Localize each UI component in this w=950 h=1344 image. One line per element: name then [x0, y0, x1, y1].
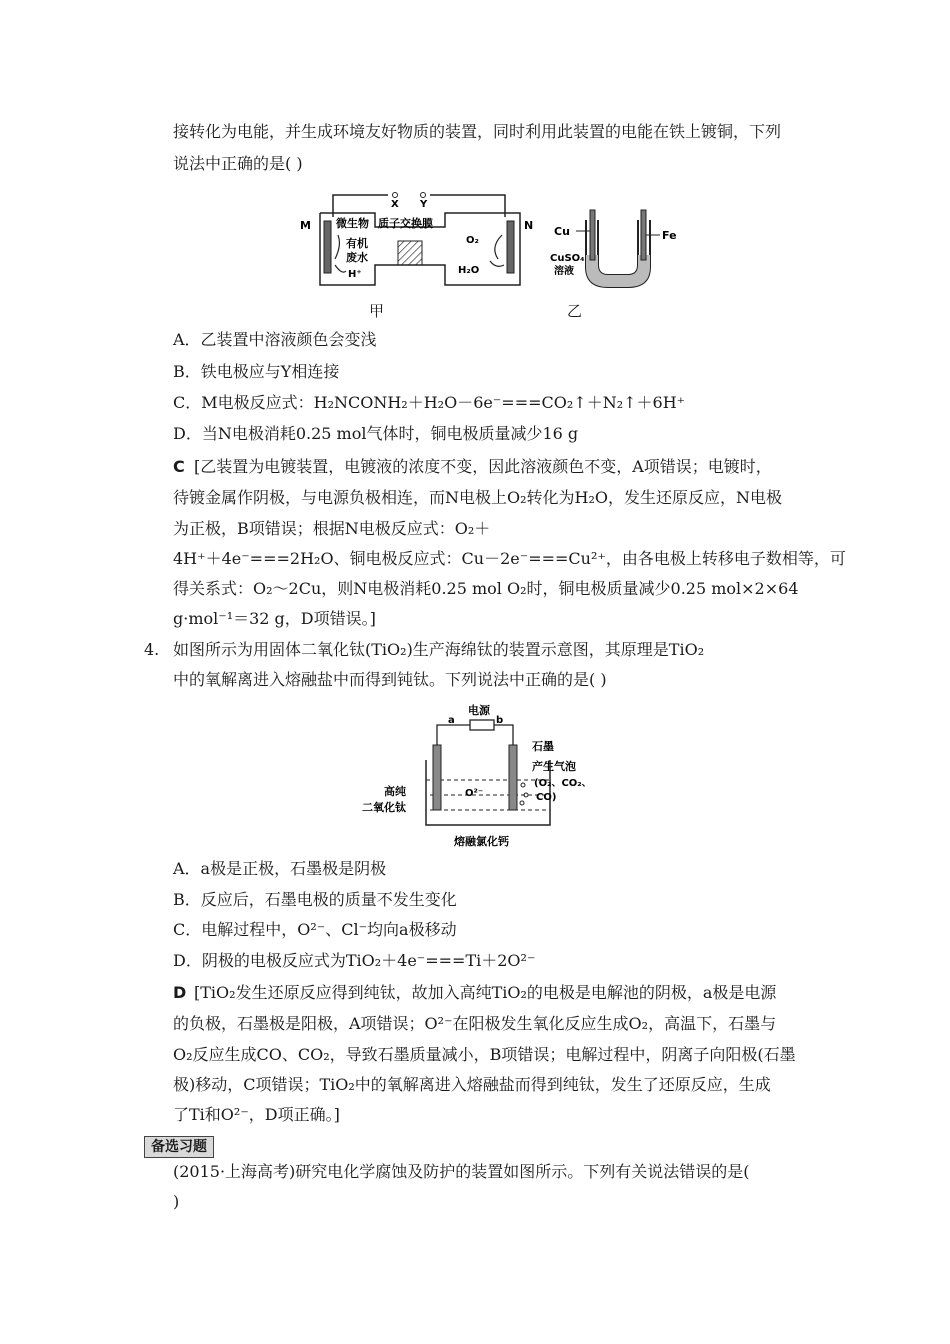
label-cu: Cu [554, 225, 570, 238]
backup-stem-line1: (2015·上海高考)研究电化学腐蚀及防护的装置如图所示。下列有关说法错误的是( [173, 1162, 750, 1181]
label-n: N [524, 219, 534, 232]
backup-stem-line2: ) [173, 1192, 180, 1211]
label-organic2: 废水 [346, 251, 368, 264]
figure-jia [290, 185, 550, 320]
q4-option-a: A．a极是正极，石墨极是阴极 [173, 859, 387, 878]
label-membrane: 质子交换膜 [378, 217, 433, 230]
q3-explanation-line2: 待镀金属作阴极，与电源负极相连，而N电极上O₂转化为H₂O，发生还原反应，N电极 [173, 488, 783, 507]
figure-yi [548, 205, 698, 295]
q4-explanation-line1: [TiO₂发生还原反应得到纯钛，故加入高纯TiO₂的电极是电解池的阴极，a极是电源 [194, 983, 777, 1002]
q4-option-d: D．阴极的电极反应式为TiO₂＋4e⁻===Ti＋2O²⁻ [173, 951, 536, 970]
q3-answer-letter: C [173, 457, 185, 476]
label-o2: O₂ [466, 235, 479, 246]
q3-option-c: C．M电极反应式：H₂NCONH₂＋H₂O－6e⁻===CO₂↑＋N₂↑＋6H⁺ [173, 393, 686, 412]
q3-explanation-line6: g·mol⁻¹＝32 g，D项错误。] [173, 609, 376, 628]
label-cuso4: CuSO₄ [550, 253, 585, 264]
q3-option-b: B．铁电极应与Y相连接 [173, 362, 340, 381]
q4-number: 4. [144, 640, 160, 659]
label-solution: 溶液 [554, 266, 574, 277]
q3-explanation-line3: 为正极，B项错误；根据N电极反应式：O₂＋ [173, 519, 491, 538]
q4-stem-line2: 中的氧解离进入熔融盐中而得到钝钛。下列说法中正确的是( ) [173, 670, 607, 689]
q4-explanation-line3: O₂反应生成CO、CO₂，导致石墨质量减小，B项错误；电解过程中，阴离子向阳极(石墨 [173, 1045, 796, 1064]
label-organic1: 有机 [346, 237, 368, 250]
label-tio2-2: 二氧化钛 [362, 801, 406, 814]
label-y: Y [420, 199, 428, 210]
label-microbe: 微生物 [336, 217, 369, 230]
caption-yi: 乙 [567, 302, 583, 320]
q3-stem-line1: 接转化为电能，并生成环境友好物质的装置，同时利用此装置的电能在铁上镀铜，下列 [173, 122, 782, 141]
label-a: a [448, 715, 455, 726]
q4-option-b: B．反应后，石墨电极的质量不发生变化 [173, 890, 457, 909]
caption-jia: 甲 [369, 302, 385, 320]
label-o2minus: O²⁻ [465, 788, 484, 799]
q4-answer-letter: D [173, 983, 187, 1002]
q4-explanation-line2: 的负极，石墨极是阳极，A项错误；O²⁻在阳极发生氧化反应生成O₂，高温下，石墨与 [173, 1014, 777, 1033]
label-b: b [496, 715, 504, 726]
label-hplus: H⁺ [348, 269, 362, 280]
q4-explanation-line4: 极)移动，C项错误；TiO₂中的氧解离进入熔融盐而得到纯钛，发生了还原反应，生成 [173, 1075, 771, 1094]
backup-section-tag: 备选习题 [144, 1136, 214, 1158]
figure-electrolysis [360, 700, 620, 852]
q3-explanation-line5: 得关系式：O₂～2Cu，则N电极消耗0.25 mol O₂时，铜电极质量减少0.25 mol×2×64 [173, 579, 799, 598]
label-m: M [300, 219, 311, 232]
q3-option-d: D．当N电极消耗0.25 mol气体时，铜电极质量减少16 g [173, 424, 579, 443]
q3-explanation-line1: [乙装置为电镀装置，电镀液的浓度不变，因此溶液颜色不变，A项错误；电镀时， [194, 457, 772, 476]
label-salt: 熔融氯化钙 [454, 835, 509, 848]
q3-option-a: A．乙装置中溶液颜色会变浅 [173, 330, 377, 349]
label-x: X [391, 199, 399, 210]
label-fe: Fe [662, 229, 677, 242]
label-power: 电源 [468, 704, 490, 717]
q3-stem-line2: 说法中正确的是( ) [173, 154, 303, 173]
q4-option-c: C．电解过程中，O²⁻、Cl⁻均向a极移动 [173, 920, 457, 939]
label-graphite: 石墨 [532, 740, 554, 753]
label-h2o: H₂O [458, 265, 480, 276]
q4-stem-line1: 如图所示为用固体二氧化钛(TiO₂)生产海绵钛的装置示意图，其原理是TiO₂ [173, 640, 705, 659]
label-bubbles: 产生气泡 [532, 760, 576, 773]
q4-explanation-line5: 了Ti和O²⁻，D项正确。] [173, 1105, 340, 1124]
label-gases2: CO) [536, 792, 557, 803]
label-gases1: (O₂、CO₂、 [534, 778, 592, 789]
label-tio2-1: 高纯 [384, 785, 406, 798]
q3-explanation-line4: 4H⁺＋4e⁻===2H₂O、铜电极反应式：Cu－2e⁻===Cu²⁺，由各电极上转移电子数相等，可 [173, 549, 846, 568]
